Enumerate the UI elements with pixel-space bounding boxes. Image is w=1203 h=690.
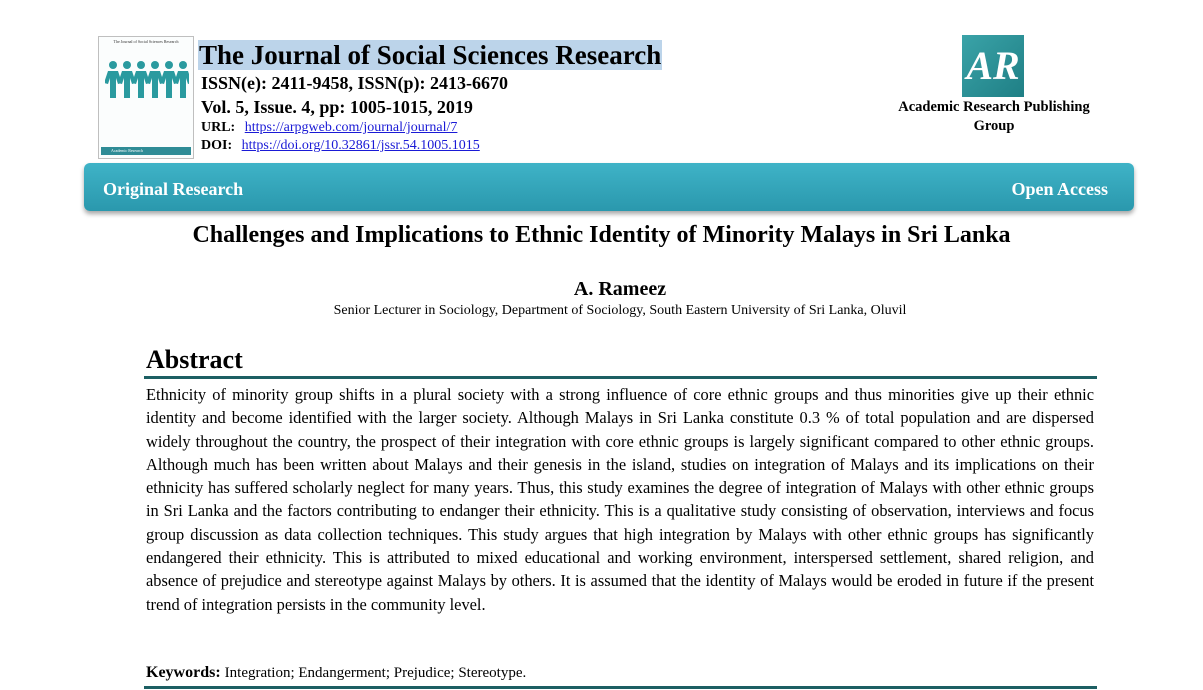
journal-url-link[interactable]: https://arpgweb.com/journal/journal/7 bbox=[244, 120, 458, 135]
abstract-bottom-rule bbox=[144, 686, 1097, 689]
abstract-heading: Abstract bbox=[146, 345, 243, 374]
abstract-text: Ethnicity of minority group shifts in a plural society with a strong influence of core ethnic groups and thus minorities give up their ethnic identity and become identified with the larger society. Although Malays in Sri Lanka constitute 0.3 % of total population and are dispersed widely throughout the country, the prospect of their integration with core ethnic groups is largely significant compared to other ethnic groups. Although much has been written about Malays and their genesis in the island, studies on integration of Malays and its implications on their ethnicity has suffered scholarly neglect for many years. Thus, this study examines the degree of integration of Malays with other ethnic groups in Sri Lanka and the factors contributing to endanger their ethnicity. This is a qualitative study consisting of observation, interviews and focus group discussion as data collection techniques. This study argues that high integration by Malays with other ethnic groups has significantly endangered their ethnicity. This is attributed to mixed educational and working environment, interspersed settlement, shared religion, and absence of prejudice and stereotype against Malays by others. It is assumed that the identity of Malays would be eroded in future if the present trend of integration persists in the community level. bbox=[146, 385, 1094, 614]
volume-info: Vol. 5, Issue. 4, pp: 1005-1015, 2019 bbox=[201, 97, 473, 117]
cover-title: The Journal of Social Sciences Research bbox=[113, 39, 179, 44]
publisher-name: Academic Research Publishing Group bbox=[898, 99, 1090, 134]
journal-title: The Journal of Social Sciences Research bbox=[199, 40, 662, 70]
journal-cover-image bbox=[98, 36, 194, 159]
people-chain-icon bbox=[105, 57, 189, 101]
keywords-text: Integration; Endangerment; Prejudice; Stereotype. bbox=[224, 665, 527, 681]
article-title: Challenges and Implications to Ethnic Identity of Minority Malays in Sri Lanka bbox=[192, 222, 1011, 248]
keywords bbox=[146, 664, 526, 682]
doi-row bbox=[201, 138, 480, 154]
open-access-label: Open Access bbox=[1011, 179, 1108, 199]
abstract-top-rule bbox=[144, 376, 1097, 379]
cover-publisher: Academic Research bbox=[101, 147, 191, 155]
doi-label: DOI: bbox=[201, 138, 233, 153]
url-row bbox=[201, 120, 457, 136]
author-name: A. Rameez bbox=[573, 278, 667, 300]
original-research-label: Original Research bbox=[103, 179, 244, 199]
issn: ISSN(e): 2411-9458, ISSN(p): 2413-6670 bbox=[201, 73, 509, 93]
doi-link[interactable]: https://doi.org/10.32861/jssr.54.1005.1015 bbox=[241, 138, 480, 153]
arp-logo: AR bbox=[962, 35, 1024, 97]
url-label: URL: bbox=[201, 120, 236, 135]
author-affiliation: Senior Lecturer in Sociology, Department of Sociology, South Eastern University of Sri Lanka, Oluvil bbox=[333, 303, 907, 318]
keywords-label: Keywords: bbox=[146, 664, 221, 681]
article-type-banner bbox=[84, 163, 1134, 211]
